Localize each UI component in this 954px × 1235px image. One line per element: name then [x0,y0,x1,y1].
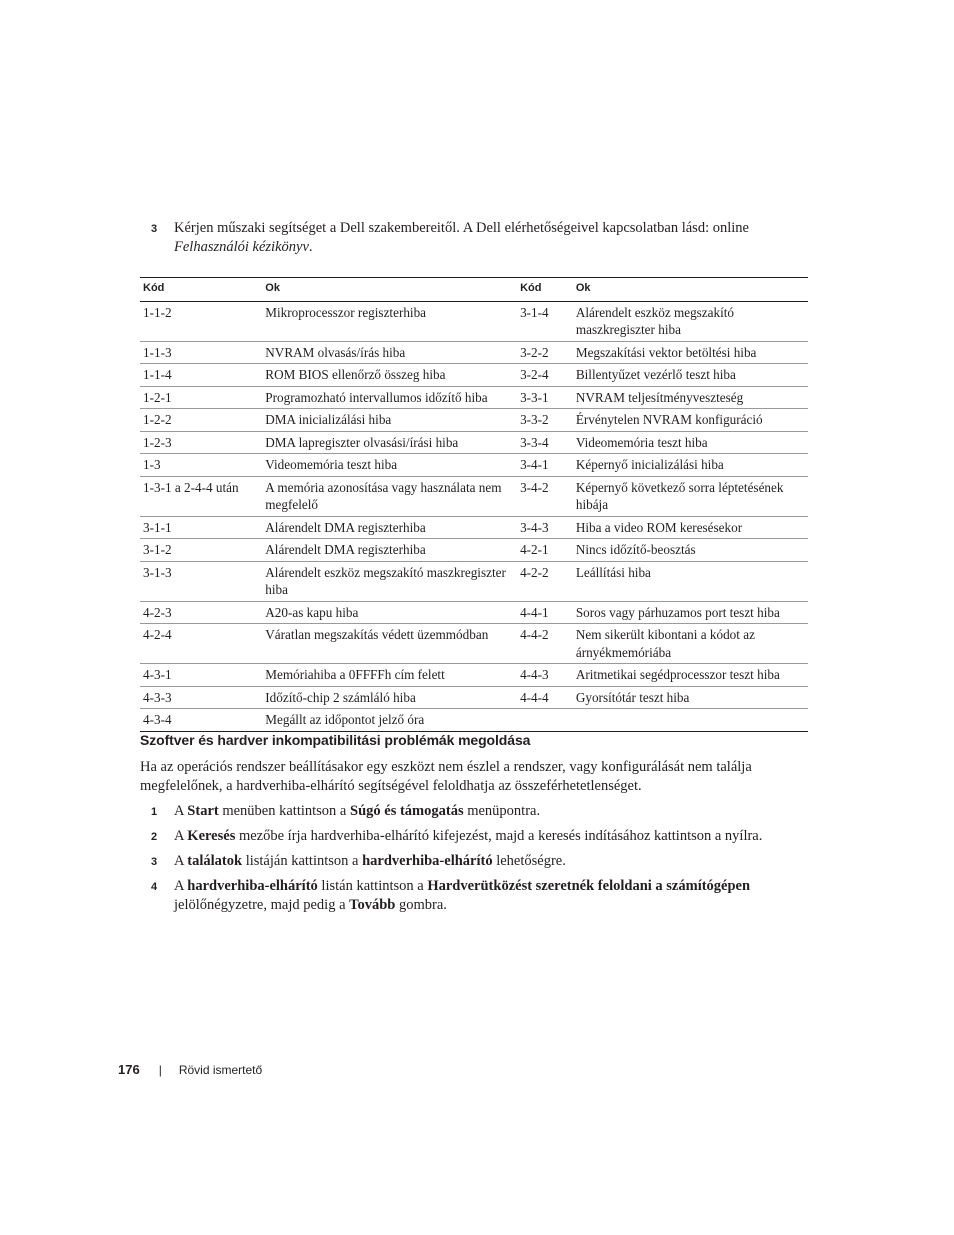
ui-term: Start [187,803,219,819]
page-footer [118,1062,262,1077]
cause-cell: DMA lapregiszter olvasási/írási hiba [262,431,517,454]
cause-cell: NVRAM teljesítményveszteség [573,386,808,409]
cause-cell: Képernyő következő sorra léptetésének hibája [573,476,808,516]
table-row [140,709,808,732]
code-cell: 3-3-4 [517,431,573,454]
code-cell: 3-4-2 [517,476,573,516]
cause-cell: Programozható intervallumos időzítő hiba [262,386,517,409]
header-cause-1: Ok [262,278,517,302]
header-code-1: Kód [140,278,262,302]
troubleshooter-steps [151,802,821,921]
code-cell: 4-3-1 [140,664,262,687]
cause-cell: Aritmetikai segédprocesszor teszt hiba [573,664,808,687]
table-header-row [140,278,808,302]
cause-cell: Nincs időzítő-beosztás [573,539,808,562]
step-text-segment: A [174,803,188,819]
table-row [140,476,808,516]
ui-term: Hardverütközést szeretnék feloldani a számítógépen [427,878,751,894]
table-row [140,686,808,709]
code-cell: 3-1-3 [140,561,262,601]
cause-cell: Mikroprocesszor regiszterhiba [262,301,517,341]
step-text [174,827,821,846]
table-row [140,386,808,409]
cause-cell: Időzítő-chip 2 számláló hiba [262,686,517,709]
table-row [140,516,808,539]
table-row [140,454,808,477]
code-cell: 4-3-3 [140,686,262,709]
code-cell: 1-2-1 [140,386,262,409]
cause-cell: Alárendelt eszköz megszakító maszkregiszter hiba [573,301,808,341]
table-row [140,561,808,601]
ui-term: hardverhiba-elhárító [187,878,318,894]
table-row [140,301,808,341]
table-row [140,664,808,687]
page-number: 176 [118,1062,140,1077]
cause-cell: Alárendelt eszköz megszakító maszkregiszter hiba [262,561,517,601]
cause-cell: A memória azonosítása vagy használata nem megfelelő [262,476,517,516]
table-row [140,431,808,454]
code-cell: 1-3 [140,454,262,477]
code-cell: 1-1-3 [140,341,262,364]
table-row [140,341,808,364]
cause-cell: NVRAM olvasás/írás hiba [262,341,517,364]
footer-separator: | [158,1063,162,1077]
step-text-segment: menüben kattintson a [218,803,350,819]
ui-term: Keresés [187,828,236,844]
table-row [140,409,808,432]
footer-section-title: Rövid ismertető [178,1063,263,1077]
cause-cell: Megszakítási vektor betöltési hiba [573,341,808,364]
section-heading: Szoftver és hardver inkompatibilitási problémák megoldása [140,732,531,748]
step-text-main: Kérjen műszaki segítséget a Dell szakembereitől. A Dell elérhetőségeivel kapcsolatban lásd: online [174,220,749,236]
step-text-segment: A [174,828,188,844]
step-text-segment: A [174,853,188,869]
code-cell: 3-4-3 [517,516,573,539]
code-cell [517,709,573,732]
code-cell: 4-2-4 [140,624,262,664]
ui-term: Tovább [349,897,396,913]
header-cause-2: Ok [573,278,808,302]
step-text-segment: menüpontra. [463,803,541,819]
cause-cell: Nem sikerült kibontani a kódot az árnyékmemóriába [573,624,808,664]
step-text-segment: listán kattintson a [317,878,428,894]
step-number: 3 [151,223,158,235]
cause-cell: DMA inicializálási hiba [262,409,517,432]
step-text [174,877,821,915]
ui-term: Súgó és támogatás [350,803,464,819]
code-cell: 1-1-2 [140,301,262,341]
table-body [140,301,808,731]
code-cell: 4-4-2 [517,624,573,664]
step-text-segment: listáján kattintson a [242,853,363,869]
code-cell: 1-3-1 a 2-4-4 után [140,476,262,516]
header-code-2: Kód [517,278,573,302]
cause-cell: Soros vagy párhuzamos port teszt hiba [573,601,808,624]
table-row [140,539,808,562]
procedure-step [151,877,821,915]
code-cell: 3-3-1 [517,386,573,409]
user-guide-reference: Felhasználói kézikönyv [174,239,309,255]
step-text [174,852,821,871]
cause-cell [573,709,808,732]
contact-support-step [151,219,811,257]
step-text-end: . [308,239,313,255]
code-cell: 3-1-4 [517,301,573,341]
code-cell: 3-4-1 [517,454,573,477]
cause-cell: Gyorsítótár teszt hiba [573,686,808,709]
step-text-segment: A [174,878,188,894]
step-text [174,802,821,821]
code-cell: 4-2-3 [140,601,262,624]
procedure-step [151,802,821,821]
code-cell: 3-2-4 [517,364,573,387]
cause-cell: Leállítási hiba [573,561,808,601]
code-cell: 4-2-2 [517,561,573,601]
cause-cell: Alárendelt DMA regiszterhiba [262,539,517,562]
code-cell: 4-4-1 [517,601,573,624]
code-cell: 1-1-4 [140,364,262,387]
cause-cell: Memóriahiba a 0FFFFh cím felett [262,664,517,687]
cause-cell: Érvénytelen NVRAM konfiguráció [573,409,808,432]
table-row [140,624,808,664]
code-cell: 4-4-4 [517,686,573,709]
code-cell: 4-4-3 [517,664,573,687]
code-cell: 3-3-2 [517,409,573,432]
code-cell: 1-2-2 [140,409,262,432]
procedure-step [151,827,821,846]
table-row [140,601,808,624]
beep-code-table [140,277,808,732]
step-number: 3 [151,856,158,868]
code-cell: 4-3-4 [140,709,262,732]
cause-cell: Váratlan megszakítás védett üzemmódban [262,624,517,664]
code-cell: 3-2-2 [517,341,573,364]
section-intro: Ha az operációs rendszer beállításakor egy eszközt nem észlel a rendszer, vagy konfigurálását nem találja megfelelőnek, a hardverhiba-elhárító segítségével feloldhatja az összeférhetetlenséget. [140,759,752,794]
step-text-segment: lehetőségre. [492,853,566,869]
step-text-segment: jelölőnégyzetre, majd pedig a [174,897,350,913]
code-cell: 4-2-1 [517,539,573,562]
cause-cell: Videomemória teszt hiba [573,431,808,454]
ui-term: találatok [187,853,243,869]
code-cell: 1-2-3 [140,431,262,454]
cause-cell: A20-as kapu hiba [262,601,517,624]
cause-cell: Hiba a video ROM keresésekor [573,516,808,539]
cause-cell: Alárendelt DMA regiszterhiba [262,516,517,539]
table-row [140,364,808,387]
code-cell: 3-1-1 [140,516,262,539]
code-cell: 3-1-2 [140,539,262,562]
step-text-segment: mezőbe írja hardverhiba-elhárító kifejezést, majd a keresés indításához kattintson a nyílra. [235,828,763,844]
step-text [174,219,811,257]
cause-cell: ROM BIOS ellenőrző összeg hiba [262,364,517,387]
cause-cell: Képernyő inicializálási hiba [573,454,808,477]
step-number: 4 [151,881,158,893]
cause-cell: Videomemória teszt hiba [262,454,517,477]
ui-term: hardverhiba-elhárító [362,853,493,869]
step-number: 2 [151,831,158,843]
step-text-segment: gombra. [395,897,447,913]
procedure-step [151,852,821,871]
cause-cell: Billentyűzet vezérlő teszt hiba [573,364,808,387]
step-number: 1 [151,806,158,818]
cause-cell: Megállt az időpontot jelző óra [262,709,517,732]
